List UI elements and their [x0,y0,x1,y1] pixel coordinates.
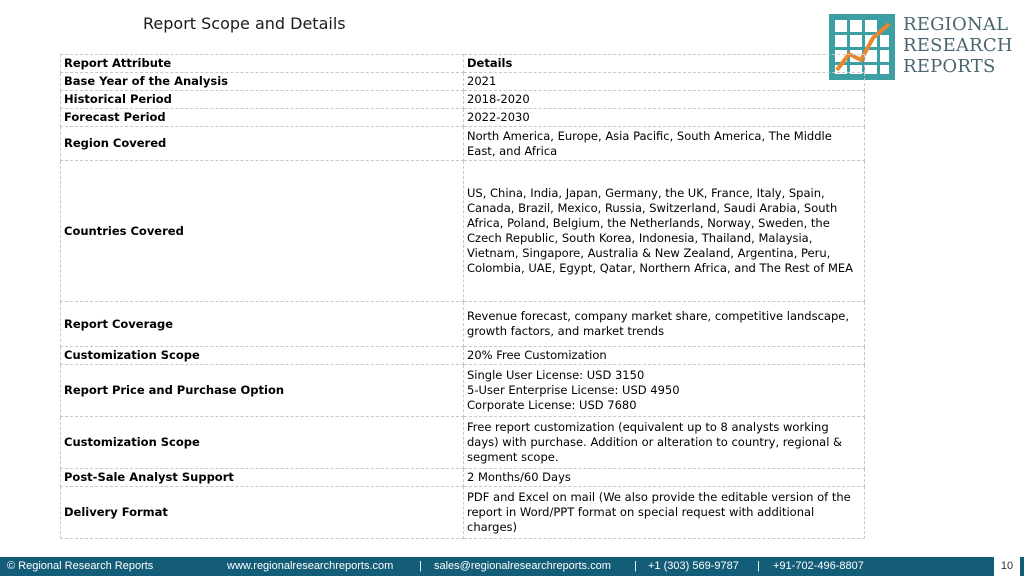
header-attribute: Report Attribute [61,55,464,73]
row-attribute: Base Year of the Analysis [61,73,464,91]
price-line: Single User License: USD 3150 [467,368,645,382]
table-row [61,469,865,487]
page-number: 10 [994,557,1020,576]
table-row [61,487,865,539]
footer-copyright: © Regional Research Reports [7,560,154,572]
logo-line: REPORTS [903,56,996,77]
footer-email-link[interactable]: sales@regionalresearchreports.com [434,560,611,572]
row-detail: US, China, India, Japan, Germany, the UK, France, Italy, Spain, Canada, Brazil, Mexico, Russia, Switzerland, Saudi Arabia, South Africa, Poland, Belgium, the Netherlands, Norway, Sweden, the Czech Republic, South Korea, Indonesia, Thailand, Malaysia, Vietnam, Singapore, Australia & New Zealand, Argentina, Peru, Colombia, UAE, Egypt, Qatar, Northern Africa, and The Rest of MEA [464,161,865,302]
row-attribute: Delivery Format [61,487,464,539]
row-detail: PDF and Excel on mail (We also provide the editable version of the report in Word/PPT format on special request with additional charges) [464,487,865,539]
table-row [61,91,865,109]
logo-line: REGIONAL [903,14,1009,35]
table-row [61,73,865,91]
row-attribute: Customization Scope [61,347,464,365]
price-line: 5-User Enterprise License: USD 4950 [467,383,680,397]
row-attribute: Historical Period [61,91,464,109]
table-row [61,417,865,469]
row-attribute: Customization Scope [61,417,464,469]
row-detail: Revenue forecast, company market share, competitive landscape, growth factors, and market trends [464,302,865,347]
row-detail: 2021 [464,73,865,91]
logo-wordmark [903,14,1013,77]
row-attribute: Report Coverage [61,302,464,347]
row-detail: 2018-2020 [464,91,865,109]
table-header-row [61,55,865,73]
table-row [61,365,865,417]
scope-table [60,54,865,539]
footer-phone-in: +91-702-496-8807 [773,560,864,572]
footer-phone-us: +1 (303) 569-9787 [648,560,739,572]
price-line: Corporate License: USD 7680 [467,398,637,412]
row-detail: 2022-2030 [464,109,865,127]
row-detail: Free report customization (equivalent up to 8 analysts working days) with purchase. Addition or alteration to country, regional & segment scope. [464,417,865,469]
footer-separator: | [634,560,637,572]
row-detail: North America, Europe, Asia Pacific, South America, The Middle East, and Africa [464,127,865,161]
row-detail [464,365,865,417]
page-title: Report Scope and Details [143,14,346,33]
row-attribute: Region Covered [61,127,464,161]
row-detail: 2 Months/60 Days [464,469,865,487]
table-row [61,302,865,347]
row-attribute: Post-Sale Analyst Support [61,469,464,487]
footer-bar [0,557,1024,576]
footer-website-link[interactable]: www.regionalresearchreports.com [227,560,394,572]
row-attribute: Forecast Period [61,109,464,127]
header-details: Details [464,55,865,73]
row-detail: 20% Free Customization [464,347,865,365]
logo-line: RESEARCH [903,35,1013,56]
table-row [61,161,865,302]
table-row [61,347,865,365]
footer-separator: | [419,560,422,572]
table-row [61,127,865,161]
row-attribute: Report Price and Purchase Option [61,365,464,417]
table-row [61,109,865,127]
footer-separator: | [757,560,760,572]
row-attribute: Countries Covered [61,161,464,302]
